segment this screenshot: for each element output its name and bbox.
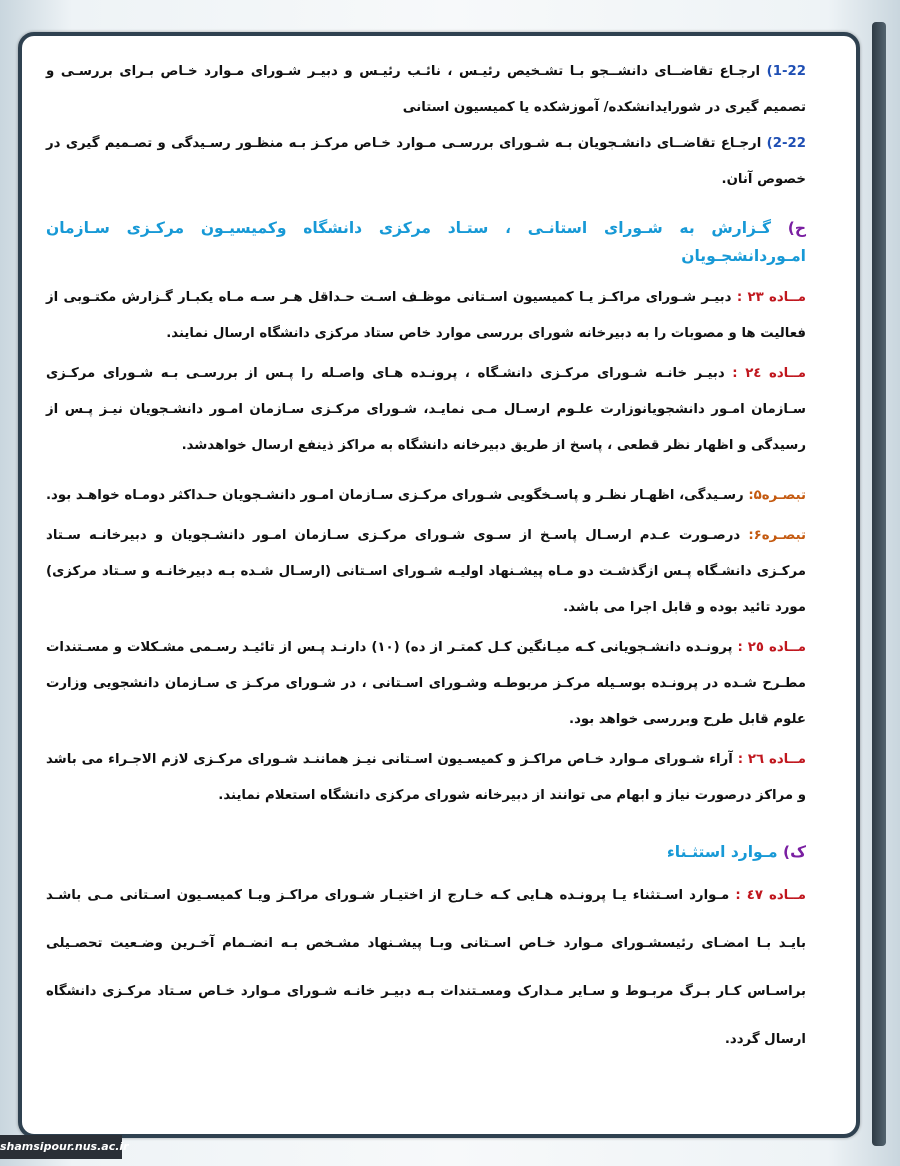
section-title: مـوارد استثـناء [666,843,778,861]
clause-text: ارجـاع تقاضــای دانشـجویان بـه شـورای بررسـی مـوارد خـاص مرکـز بـه منظـور رسـیدگی و تصـمیم گیری در خصوص آنان. [46,136,806,187]
note-label: تبصـره۵: [748,488,806,503]
article-25 [46,630,806,738]
article-text: دبیـر خانـه شـورای مرکـزی دانشـگاه ، پرونـده هـای واصـله را پـس از بررسـی بـه شـورای مرکـزی سـازمان امـور دانشجویانوزارت علـوم ارسـال مـی نمایـد، شـورای مرکـزی سـازمان امـور دانشـجویان نیـز پـس از رسیدگی و اظهار نظر قطعی ، پاسخ از طریق دبیرخانه دانشگاه به مراکز ذینفع ارسال خواهدشد. [46,366,806,453]
clause-1-22 [46,54,806,126]
note-text: درصـورت عـدم ارسـال پاسـخ از سـوی شـورای مرکـزی سـازمان امـور دانشـجویان و دبیرخانـه سـتاد مرکـزی دانشـگاه پـس ازگذشـت دو مـاه پیشـنهاد اولیـه شـورای اسـتانی (ارسـال شـده بـه دبیرخانـه و سـتاد مرکزی) مورد تائید بوده و قابل اجرا می باشد. [46,528,806,615]
section-heading-h [46,214,806,270]
note-text: رسـیدگی، اظهـار نظـر و پاسـخگویی شـورای مرکـزی سـازمان امـور دانشـجویان حـداکثر دومـاه خواهـد بود. [46,488,744,503]
section-letter: ک) [783,843,806,861]
note-6 [46,518,806,626]
note-5 [46,478,806,514]
article-text: آراء شـورای مـوارد خـاص مراکـز و کمیسـیون اسـتانی نیـز هماننـد شـورای مرکـزی لازم الاجـراء می باشد و مراکز درصورت نیاز و ابهام می توانند از دبیرخانه شورای مرکزی دانشگاه استعلام نمایند. [46,752,806,803]
article-23 [46,280,806,352]
section-heading-k [46,838,806,866]
article-label: مــاده ٢٣ : [736,290,806,305]
article-text: دبیـر شـورای مراکـز یـا کمیسیون اسـتانی موظـف اسـت حـداقل هـر سـه مـاه یکبـار گـزارش مکتـوبی از فعالیت ها و مصوبات را به دبیرخانه شورای بررسی موارد خاص ستاد مرکزی دانشگاه ارسال نمایند. [46,290,806,341]
article-text: پرونـده دانشـجویانی کـه میـانگین کـل کمتـر از ده) (١٠) دارنـد پـس از تائیـد رسـمی مشـکلات و مسـتندات مطـرح شـده در پرونـده بوسـیله مرکـز مربوطـه وشـورای اسـتانی ، در شـورای مرکـز ی سـازمان دانشجویی وزارت علوم قابل طرح وبررسی خواهد بود. [46,640,806,727]
document-body [46,54,806,1114]
article-label: مــاده ٢٥ : [737,640,806,655]
article-label: مــاده ٤٧ : [735,888,806,903]
section-title: گـزارش به شـورای استانـی ، ستـاد مرکزی دانشگاه وکمیسیـون مرکـزی سـازمان امـوردانشجـویان [46,219,806,265]
article-label: مــاده ٢٤ : [732,366,806,381]
article-text: مـوارد اسـتثناء یـا پرونـده هـایی کـه خـارج از اختیـار شـورای مراکـز ویـا کمیسـیون اسـتانی مـی باشـد بایـد بـا امضـای رئیسشـورای مـوارد خـاص اسـتانی وبـا پیشـنهاد مشـخص بـه انضـمام آخـرین وضـعیت تحصـیلی براسـاس کـار بـرگ مربـوط و سـایر مـدارک ومسـتندات بـه دبیـر خانـه شـورای مـوارد خـاص سـتاد مرکـزی دانشگاه ارسال گردد. [46,888,806,1047]
clause-2-22 [46,126,806,198]
article-label: مــاده ٢٦ : [737,752,806,767]
article-27 [46,872,806,1064]
clause-label: 2-22) [766,136,806,151]
article-26 [46,742,806,814]
site-watermark: shamsipour.nus.ac.ir [0,1135,122,1159]
article-24 [46,356,806,464]
clause-label: 1-22) [766,64,806,79]
note-label: تبصـره۶: [748,528,806,543]
page-edge-bar [872,22,886,1146]
clause-text: ارجـاع تقاضــای دانشــجو بـا تشـخیص رئیـس ، نائـب رئیـس و دبیـر شـورای مـوارد خـاص بـرای بررسـی و تصمیم گیری در شورایدانشکده/ آموزشکده یا کمیسیون استانی [46,64,806,115]
section-letter: ح) [787,219,806,237]
